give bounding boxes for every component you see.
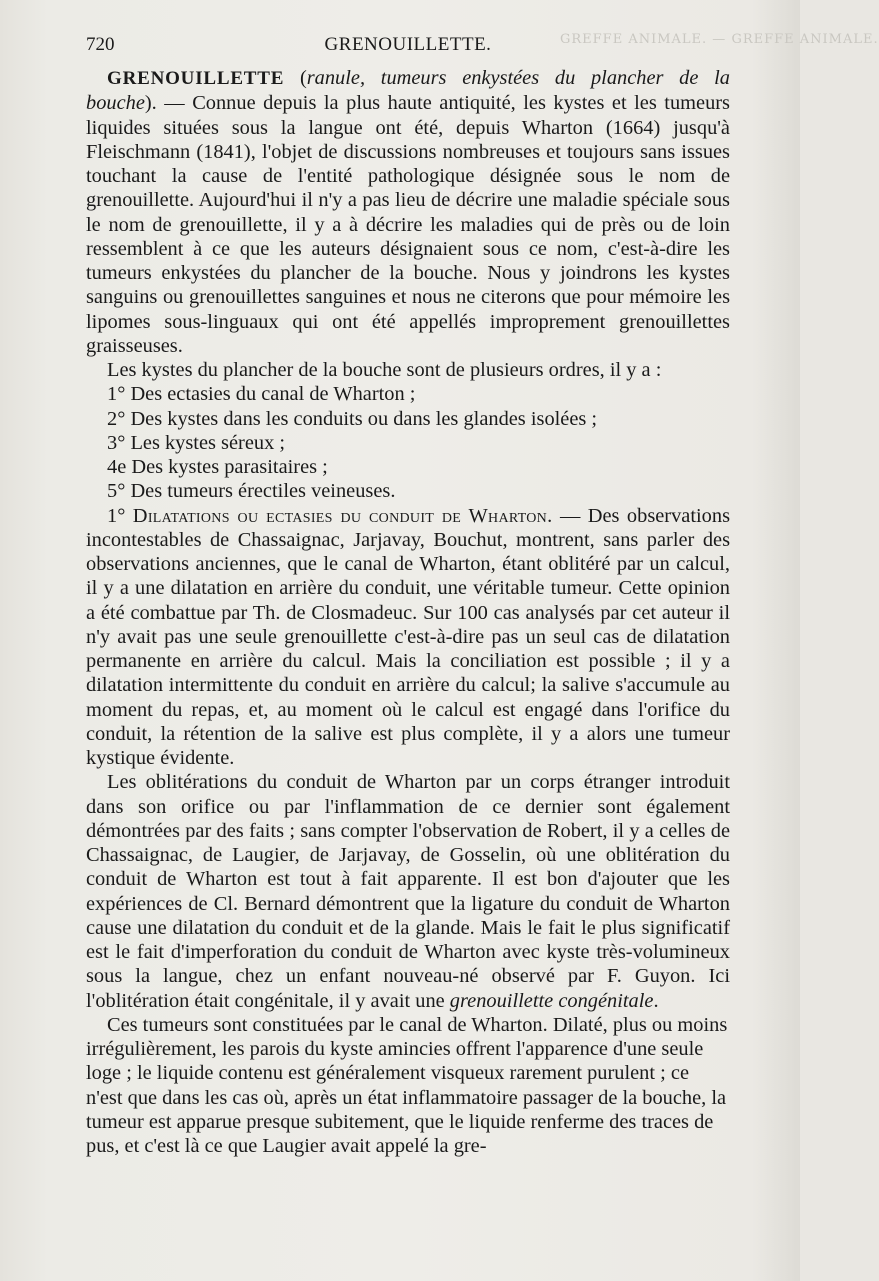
section-1-text: — Des observations incontestables de Chassaignac, Jarjavay, Bouchut, montrent, sans parler des observations anciennes, que le canal de Wharton, étant oblitéré par un calcul, il y a une dilatation en arrière du conduit, une véritable tumeur. Cette opinion a été combattue par Th. de Closmadeuc. Sur 100 cas analysés par cet auteur il n'y avait pas une seule grenouillette c'est-à-dire pas un seul cas de dilatation permanente en arrière du calcul. Mais la conciliation est possible ; il y a dilatation intermittente du conduit en arrière du calcul; la salive s'accumule au moment du repas, et, au moment où le calcul est engagé dans l'orifice du conduit, la rétention de la salive est plus complète, il y a alors une tumeur kystique évidente. (86, 504, 730, 769)
obliterations-paragraph (86, 770, 730, 1013)
page-header (86, 34, 730, 58)
intro-paragraph (86, 66, 730, 358)
body-text (86, 66, 730, 1158)
section-1-heading: Dilatations ou ectasies du conduit de Wharton. (132, 504, 553, 527)
intro-text: ). — Connue depuis la plus haute antiquité, les kystes et les tumeurs liquides situées sous la langue ont été, depuis Wharton (1664) jusqu'à Fleischmann (1841), l'objet de discussions nombreuses et toujours sans issues touchant la cause de l'entité pathologique désignée sous le nom de grenouillette. Aujourd'hui il n'y a pas lieu de décrire une maladie spéciale sous le nom de grenouillette, il y a à décrire les maladies qui de près ou de loin ressemblent à ce que les auteurs désignaient sous ce nom, c'est-à-dire les tumeurs enkystées du plancher de la bouche. Nous y joindrons les kystes sanguins ou grenouillettes sanguines et nous ne citerons que pour mémoire les lipomes sous-linguaux qui ont été appellés improprement grenouillettes graisseuses. (86, 92, 730, 357)
list-item: 4e Des kystes parasitaires ; (107, 456, 328, 478)
entry-synonyms: ranule, tumeurs enkystées du plancher de la bouche (86, 67, 730, 115)
open-paren: ( (284, 67, 307, 89)
running-title: GRENOUILLETTE. (324, 34, 492, 55)
page-number: 720 (86, 34, 115, 55)
list-item: 3° Les kystes séreux ; (107, 431, 286, 454)
list-item: 2° Des kystes dans les conduits ou dans les glandes isolées ; (107, 407, 598, 430)
section-1-number: 1° (107, 504, 133, 527)
bleed-through-text: GREFFE ANIMALE. — GREFFE ANIMALE. (560, 32, 879, 47)
obliterations-text: Les oblitérations du conduit de Wharton par un corps étranger introduit dans son orifice ou par l'inflammation de ce dernier sont également démontrées par des faits ; sans compter l'observation de Robert, il y a celles de Chassaignac, de Laugier, de Jarjavay, de Gosselin, où une oblitération du conduit de Wharton est tout à fait apparente. Il est bon d'ajouter que les expériences de Cl. Bernard démontrent que la ligature du conduit de Wharton cause une dilatation du conduit et de la glande. Mais le fait le plus significatif est le fait d'imperforation du conduit de Wharton avec kyste très-volumineux sous la langue, chez un enfant nouveau-né observé par F. Guyon. Ici l'oblitération était congénitale, il y avait une (86, 771, 730, 1012)
entry-heading: GRENOUILLETTE (107, 68, 285, 89)
list-item: 5° Des tumeurs érectiles veineuses. (107, 480, 396, 503)
obliterations-end: . (653, 989, 659, 1012)
tumeurs-paragraph: Ces tumeurs sont constituées par le canal de Wharton. Dilaté, plus ou moins irrégulièrement, les parois du kyste amincies offrent l'apparence d'une seule loge ; le liquide contenu est généralement visqueux rarement purulent ; ce n'est que dans les cas où, après un état inflammatoire passager de la bouche, la tumeur est apparue presque subitement, que le liquide renferme des traces de pus, et c'est là ce que Laugier avait appelé la gre- (86, 1013, 728, 1157)
section-1-paragraph (86, 504, 730, 771)
list-item: 1° Des ectasies du canal de Wharton ; (107, 383, 416, 406)
orders-intro: Les kystes du plancher de la bouche sont de plusieurs ordres, il y a : (107, 359, 662, 381)
obliterations-emphasis: grenouillette congénitale (449, 989, 654, 1012)
